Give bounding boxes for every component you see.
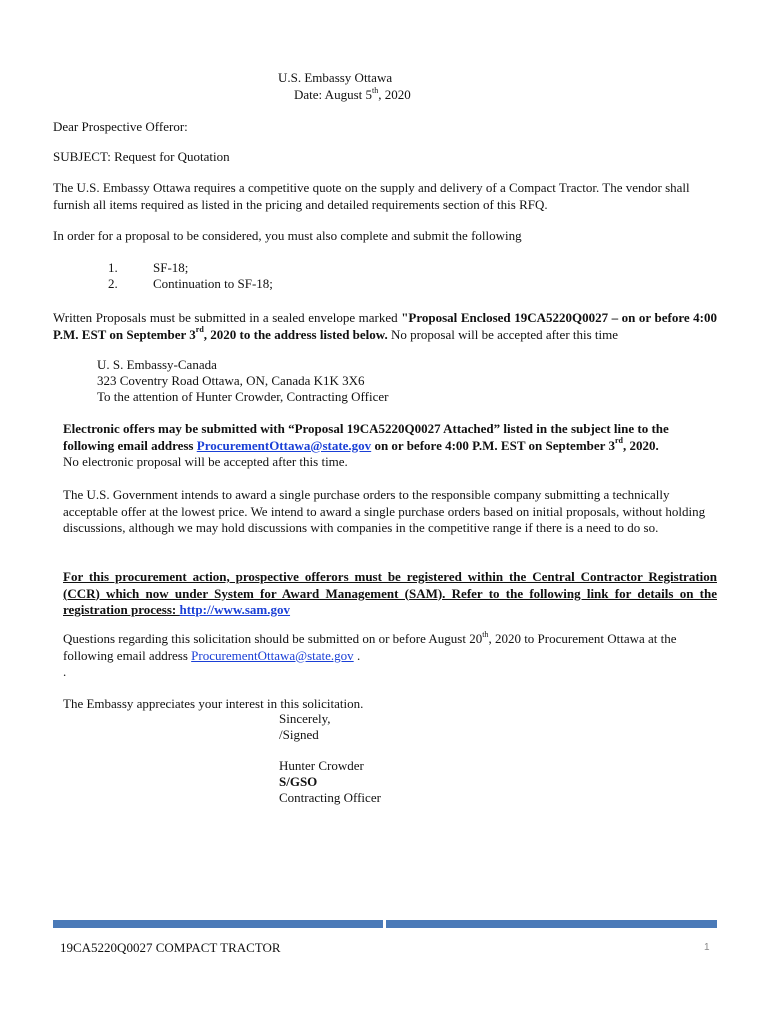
award-paragraph: The U.S. Government intends to award a single purchase orders to the responsible company submitting a technically acceptable offer at the lowest price. We intend to award a single purchase orders based on initial proposals, without holding discussions, although we may hold discussions with companies in the competitive range if there is a need to do so. <box>63 487 706 535</box>
list-item-number: 1. <box>108 260 118 275</box>
signer-title: Contracting Officer <box>279 790 381 805</box>
list-item-number: 2. <box>108 276 118 291</box>
salutation: Dear Prospective Offeror: <box>53 119 188 134</box>
page-number: 1 <box>704 942 710 953</box>
subject-line: SUBJECT: Request for Quotation <box>53 149 230 164</box>
questions-email-link[interactable]: ProcurementOttawa@state.gov <box>191 647 354 663</box>
written-proposals-paragraph: Written Proposals must be submitted in a sealed envelope marked "Proposal Enclosed 19CA5220Q0027 – on or before 4:00 P.M. EST on September 3rd, 2020 to the address listed below. No proposal will be accepted after this time <box>53 310 717 342</box>
signer-name: Hunter Crowder <box>279 758 364 773</box>
order-line: In order for a proposal to be considered, you must also complete and submit the following <box>53 228 522 243</box>
letter-date: Date: August 5th, 2020 <box>294 85 411 102</box>
list-item-text: SF-18; <box>153 260 189 275</box>
address-line: To the attention of Hunter Crowder, Contracting Officer <box>97 389 389 404</box>
signer-office: S/GSO <box>279 774 318 789</box>
electronic-offers-paragraph: Electronic offers may be submitted with “Proposal 19CA5220Q0027 Attached” listed in the subject line to the following email address ProcurementOttawa@state.gov on or before 4:00 P.M. EST on September 3rd, 2020. No electronic proposal will be accepted after this time. <box>63 421 669 469</box>
procurement-email-link[interactable]: ProcurementOttawa@state.gov <box>196 437 372 453</box>
signed-mark: /Signed <box>279 727 319 742</box>
sincerely: Sincerely, <box>279 711 331 726</box>
stray-dot: . <box>63 664 67 679</box>
address-line: U. S. Embassy-Canada <box>97 357 217 372</box>
intro-paragraph: The U.S. Embassy Ottawa requires a competitive quote on the supply and delivery of a Compact Tractor. The vendor shall furnish all items required as listed in the pricing and detailed requirements section of this RFQ. <box>53 180 690 212</box>
sam-gov-link[interactable]: http://www.sam.gov <box>179 602 291 617</box>
embassy-heading: U.S. Embassy Ottawa <box>278 70 393 85</box>
closing-line: The Embassy appreciates your interest in this solicitation. <box>63 696 364 711</box>
footer-rule <box>53 920 717 928</box>
address-line: 323 Coventry Road Ottawa, ON, Canada K1K 3X6 <box>97 373 365 388</box>
footer-document-id: 19CA5220Q0027 COMPACT TRACTOR <box>60 940 281 955</box>
questions-paragraph: Questions regarding this solicitation should be submitted on or before August 20th, 2020 to Procurement Ottawa at the following email address ProcurementOttawa@state.gov . <box>63 629 677 663</box>
list-item-text: Continuation to SF-18; <box>153 276 273 291</box>
registration-paragraph: For this procurement action, prospective offerors must be registered within the Central Contractor Registration (CCR) which now under System for Award Management (SAM). Refer to the following link for details on the registration process: http://www.sam.gov <box>63 569 717 617</box>
